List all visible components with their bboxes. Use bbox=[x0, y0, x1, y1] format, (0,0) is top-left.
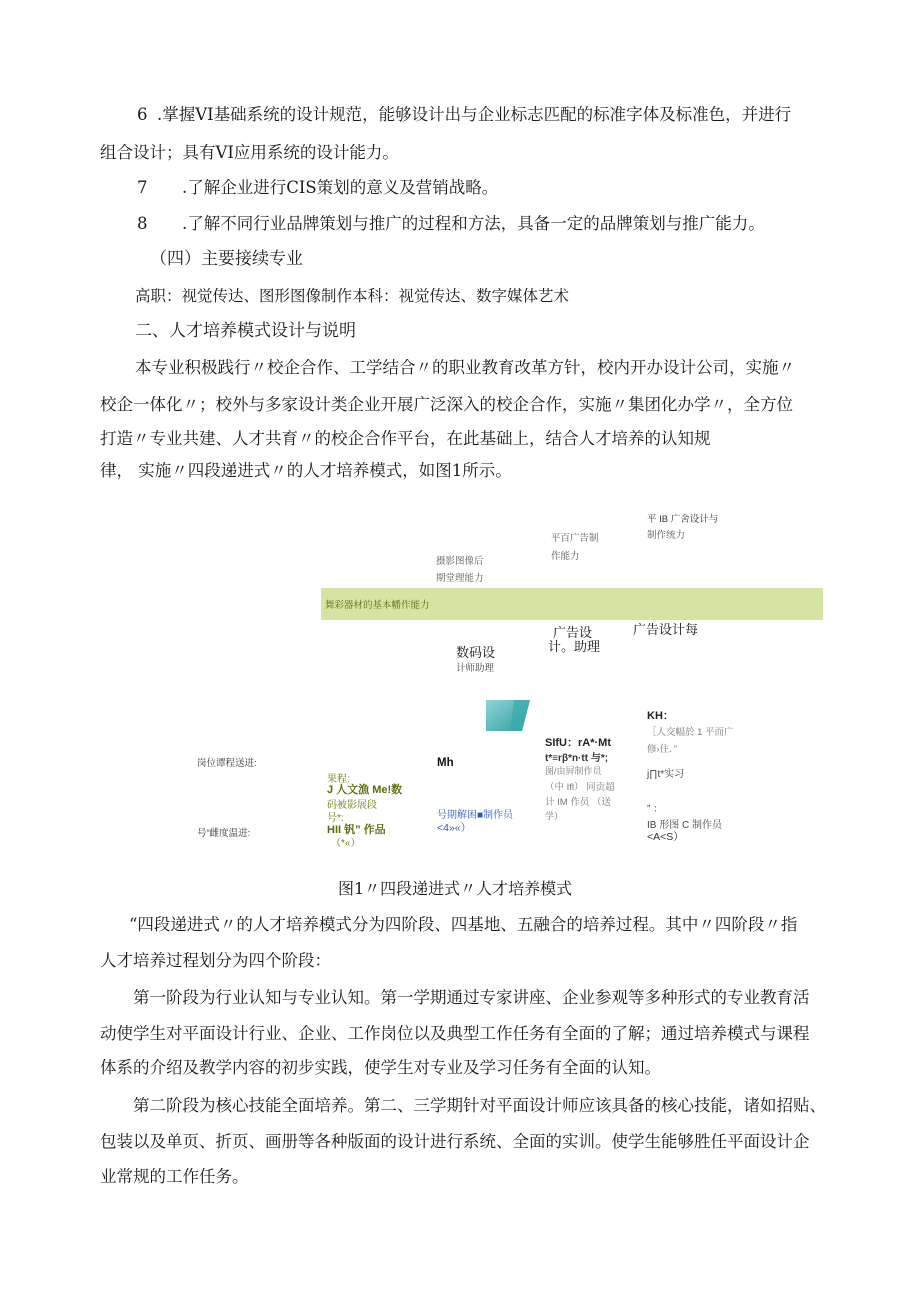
col1-line-4: 号*: bbox=[327, 813, 344, 824]
mode-paragraph-line-3: 打造〃专业共建、人才共育〃的校企合作平台，在此基础上，结合人才培养的认知规 bbox=[100, 429, 711, 448]
mode-paragraph-line-1: 本专业积极践行〃校企合作、工学结合〃的职业教育改革方针，校内开办设计公司，实施〃 bbox=[135, 358, 795, 377]
mode-paragraph-line-4: 律， 实施〃四段递进式〃的人才培养模式，如图1所示。 bbox=[100, 461, 512, 480]
stage-digital-line-1: 数码设 bbox=[456, 645, 496, 660]
stage-assistant-line-1: 广告设 bbox=[553, 625, 593, 640]
band-label: 舞彩器材的基本幡作能力 bbox=[325, 600, 430, 611]
item-7-number: 7 bbox=[137, 178, 148, 197]
col2-line-2: <4»«） bbox=[437, 822, 472, 834]
col4-line-3: j∏t*实习 bbox=[647, 769, 685, 780]
item-7-text: .了解企业进行CIS策划的意义及营销战略。 bbox=[182, 178, 499, 197]
item-8-text: .了解不同行业品牌策划与推广的过程和方法，具备一定的品牌策划与推广能力。 bbox=[182, 214, 765, 233]
col4-line-4: ” ： bbox=[647, 804, 664, 815]
row-label-post: 岗位谭程送进: bbox=[197, 758, 257, 769]
stage-designer: 广告设计每 bbox=[633, 622, 699, 637]
item-6-line-2: 组合设计；具有VI应用系统的设计能力。 bbox=[100, 143, 399, 162]
progress-arrow-icon bbox=[484, 700, 532, 732]
col3-line-3: （中 Ifl） 同贡超 bbox=[545, 782, 615, 793]
col1-line-2: J 人文漁 Me!数 bbox=[327, 784, 403, 796]
desc-paragraph-3-line-3: 业常规的工作任务。 bbox=[100, 1167, 249, 1186]
desc-paragraph-3-line-1: 第二阶段为核心技能全面培养。第二、三学期针对平面设计师应该具备的核心技能，诸如招贴、 bbox=[133, 1096, 826, 1115]
ability-photo-line-2: 期堂理能力 bbox=[436, 573, 484, 584]
col1-line-6: （*«） bbox=[331, 838, 361, 849]
basic-ability-band bbox=[321, 588, 823, 620]
desc-paragraph-2-line-2: 动使学生对平面设计行业、企业、工作岗位以及典型工作任务有全面的了解；通过培养模式与课程 bbox=[100, 1024, 810, 1043]
col3-line-4: 计 IM 作员 （送 bbox=[545, 797, 611, 808]
col4-line-6: <A<S） bbox=[647, 831, 684, 843]
col1-line-3: 码被影展段 bbox=[327, 800, 377, 811]
col4-line-5: IB 形图 C 制作员 bbox=[647, 820, 723, 831]
figure-caption: 图1〃四段递进式〃人才培养模式 bbox=[338, 879, 573, 898]
ability-ad-line-2: 制作统力 bbox=[647, 530, 686, 541]
stage-digital-line-2: 计师助理 bbox=[456, 663, 495, 674]
ability-print-line-1: 平百广告制 bbox=[551, 533, 599, 544]
col3-line-2: 图/由屛制作员 bbox=[545, 766, 602, 776]
stage-assistant-line-2: 计。助理 bbox=[548, 639, 601, 654]
col3-title: SIfU：rA*·Mt bbox=[545, 737, 611, 749]
desc-paragraph-2-line-1: 第一阶段为行业认知与专业认知。第一学期通过专家讲座、企业参观等多种形式的专业教育活 bbox=[133, 988, 810, 1007]
desc-paragraph-2-line-3: 体系的介绍及教学内容的初步实践，使学生对专业及学习任务有全面的认知。 bbox=[100, 1058, 661, 1077]
desc-paragraph-1-line-1: “四段递进式〃的人才培养模式分为四阶段、四基地、五融合的培养过程。其中〃四阶段〃指 bbox=[129, 915, 798, 934]
heading-continue-majors: （四）主要接续专业 bbox=[150, 249, 303, 269]
col4-title: KH： bbox=[647, 710, 674, 722]
col2-line-1: 号期解困■制作员 bbox=[437, 810, 514, 821]
col4-line-1: ［人交幅於 1 平而广 bbox=[647, 727, 734, 738]
col3-line-1: t*≡rβ*n·tt 与*; bbox=[545, 753, 609, 764]
item-8-number: 8 bbox=[137, 214, 148, 233]
col3-line-5: 学） bbox=[545, 811, 564, 821]
heading-talent-mode: 二、人才培养模式设计与说明 bbox=[135, 321, 356, 341]
ability-print-line-2: 作能力 bbox=[551, 551, 580, 562]
item-6-number: 6 bbox=[137, 105, 148, 124]
col1-line-1: 果程: bbox=[327, 774, 350, 785]
mode-paragraph-line-2: 校企一体化〃；校外与多家设计类企业开展广泛深入的校企合作，实施〃集团化办学〃，全方位 bbox=[100, 395, 793, 414]
row-label-level: 号“雌度温进: bbox=[197, 828, 251, 839]
ability-photo-line-1: 摄影图像后 bbox=[436, 556, 484, 567]
col1-line-5: HII 钒” 作品 bbox=[327, 824, 386, 836]
col4-line-2: 修›住．” bbox=[647, 744, 678, 755]
desc-paragraph-3-line-2: 包装以及单页、折页、画册等各种版面的设计进行系统、全面的实训。使学生能够胜任平面设计企 bbox=[100, 1132, 810, 1151]
item-6-line-1: .掌握VI基础系统的设计规范，能够设计出与企业标志匹配的标准字体及标准色，并进行 bbox=[157, 105, 792, 124]
desc-paragraph-1-line-2: 人才培养过程划分为四个阶段： bbox=[100, 951, 331, 970]
continue-majors-text: 高职：视觉传达、图形图像制作本科：视觉传达、数字媒体艺术 bbox=[135, 287, 570, 305]
col2-title: Mh bbox=[437, 757, 454, 769]
ability-ad-line-1: 平 IB 广舍设计与 bbox=[647, 514, 719, 525]
